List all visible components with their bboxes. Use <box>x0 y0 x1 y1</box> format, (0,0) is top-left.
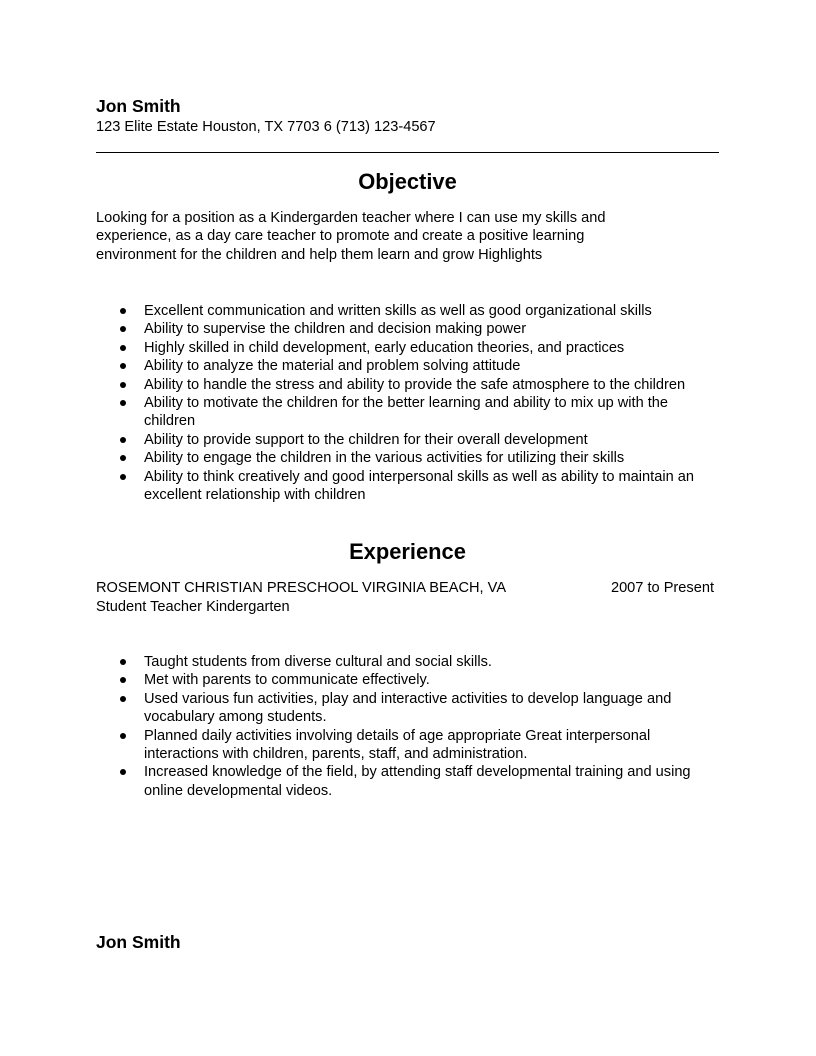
duty-text: Used various fun activities, play and interactive activities to develop language and vocabulary among students. <box>144 690 672 726</box>
duty-text: Increased knowledge of the field, by attending staff developmental training and using online developmental videos. <box>144 764 691 799</box>
experience-heading: Experience <box>349 539 466 564</box>
bullet-icon <box>120 677 126 683</box>
contact-line: 123 Elite Estate Houston, TX 7703 6 (713) 123-4567 <box>96 119 436 135</box>
highlight-text: Excellent communication and written skills as well as good organizational skills <box>144 303 652 319</box>
employment-dates: 2007 to Present <box>610 580 714 596</box>
list-item <box>96 431 716 449</box>
highlight-text: Ability to provide support to the children for their overall development <box>144 431 588 448</box>
bullet-icon <box>120 455 126 461</box>
candidate-name: Jon Smith <box>96 96 181 116</box>
footer-name: Jon Smith <box>96 932 181 952</box>
employer-row <box>96 579 714 597</box>
list-item <box>96 449 716 467</box>
bullet-icon <box>120 659 126 665</box>
duty-text: Planned daily activities involving details of age appropriate Great interpersonal interactions with children, parents, staff, and administration. <box>144 727 651 763</box>
bullet-icon <box>120 363 126 369</box>
list-item <box>96 671 716 689</box>
list-item <box>96 320 716 338</box>
bullet-icon <box>120 345 126 351</box>
list-item <box>96 339 716 357</box>
list-item <box>96 376 716 394</box>
list-item <box>96 357 716 375</box>
highlight-text: Ability to think creatively and good interpersonal skills as well as ability to maintain an excellent relationship with children <box>144 468 694 504</box>
list-item <box>96 302 716 320</box>
bullet-icon <box>120 382 126 388</box>
bullet-icon <box>120 400 126 406</box>
bullet-icon <box>120 308 126 314</box>
list-item <box>96 653 716 671</box>
highlight-text: Ability to handle the stress and ability to provide the safe atmosphere to the children <box>144 376 686 393</box>
highlight-text: Highly skilled in child development, early education theories, and practices <box>144 339 625 356</box>
duties-list <box>96 653 716 800</box>
list-item <box>96 468 716 505</box>
duty-text: Met with parents to communicate effectively. <box>144 672 430 689</box>
bullet-icon <box>120 769 126 775</box>
highlights-list <box>96 302 716 504</box>
list-item <box>96 394 716 431</box>
employer-name: ROSEMONT CHRISTIAN PRESCHOOL VIRGINIA BEACH, VA <box>96 580 507 596</box>
highlight-text: Ability to motivate the children for the better learning and ability to mix up with the children <box>144 395 669 430</box>
highlight-text: Ability to engage the children in the various activities for utilizing their skills <box>144 450 625 467</box>
objective-heading: Objective <box>358 169 457 194</box>
list-item <box>96 763 716 800</box>
bullet-icon <box>120 733 126 739</box>
bullet-icon <box>120 474 126 480</box>
list-item <box>96 690 716 727</box>
job-title: Student Teacher Kindergarten <box>96 599 290 615</box>
bullet-icon <box>120 696 126 702</box>
list-item <box>96 727 716 764</box>
duty-text: Taught students from diverse cultural and social skills. <box>144 654 492 670</box>
bullet-icon <box>120 326 126 332</box>
highlight-text: Ability to supervise the children and decision making power <box>144 321 527 338</box>
header-divider <box>96 152 719 153</box>
bullet-icon <box>120 437 126 443</box>
objective-text: Looking for a position as a Kindergarden teacher where I can use my skills and experience, as a day care teacher to promote and create a positive learning environment for the children and help them learn and grow Highlights <box>96 210 606 263</box>
highlight-text: Ability to analyze the material and problem solving attitude <box>144 358 521 375</box>
